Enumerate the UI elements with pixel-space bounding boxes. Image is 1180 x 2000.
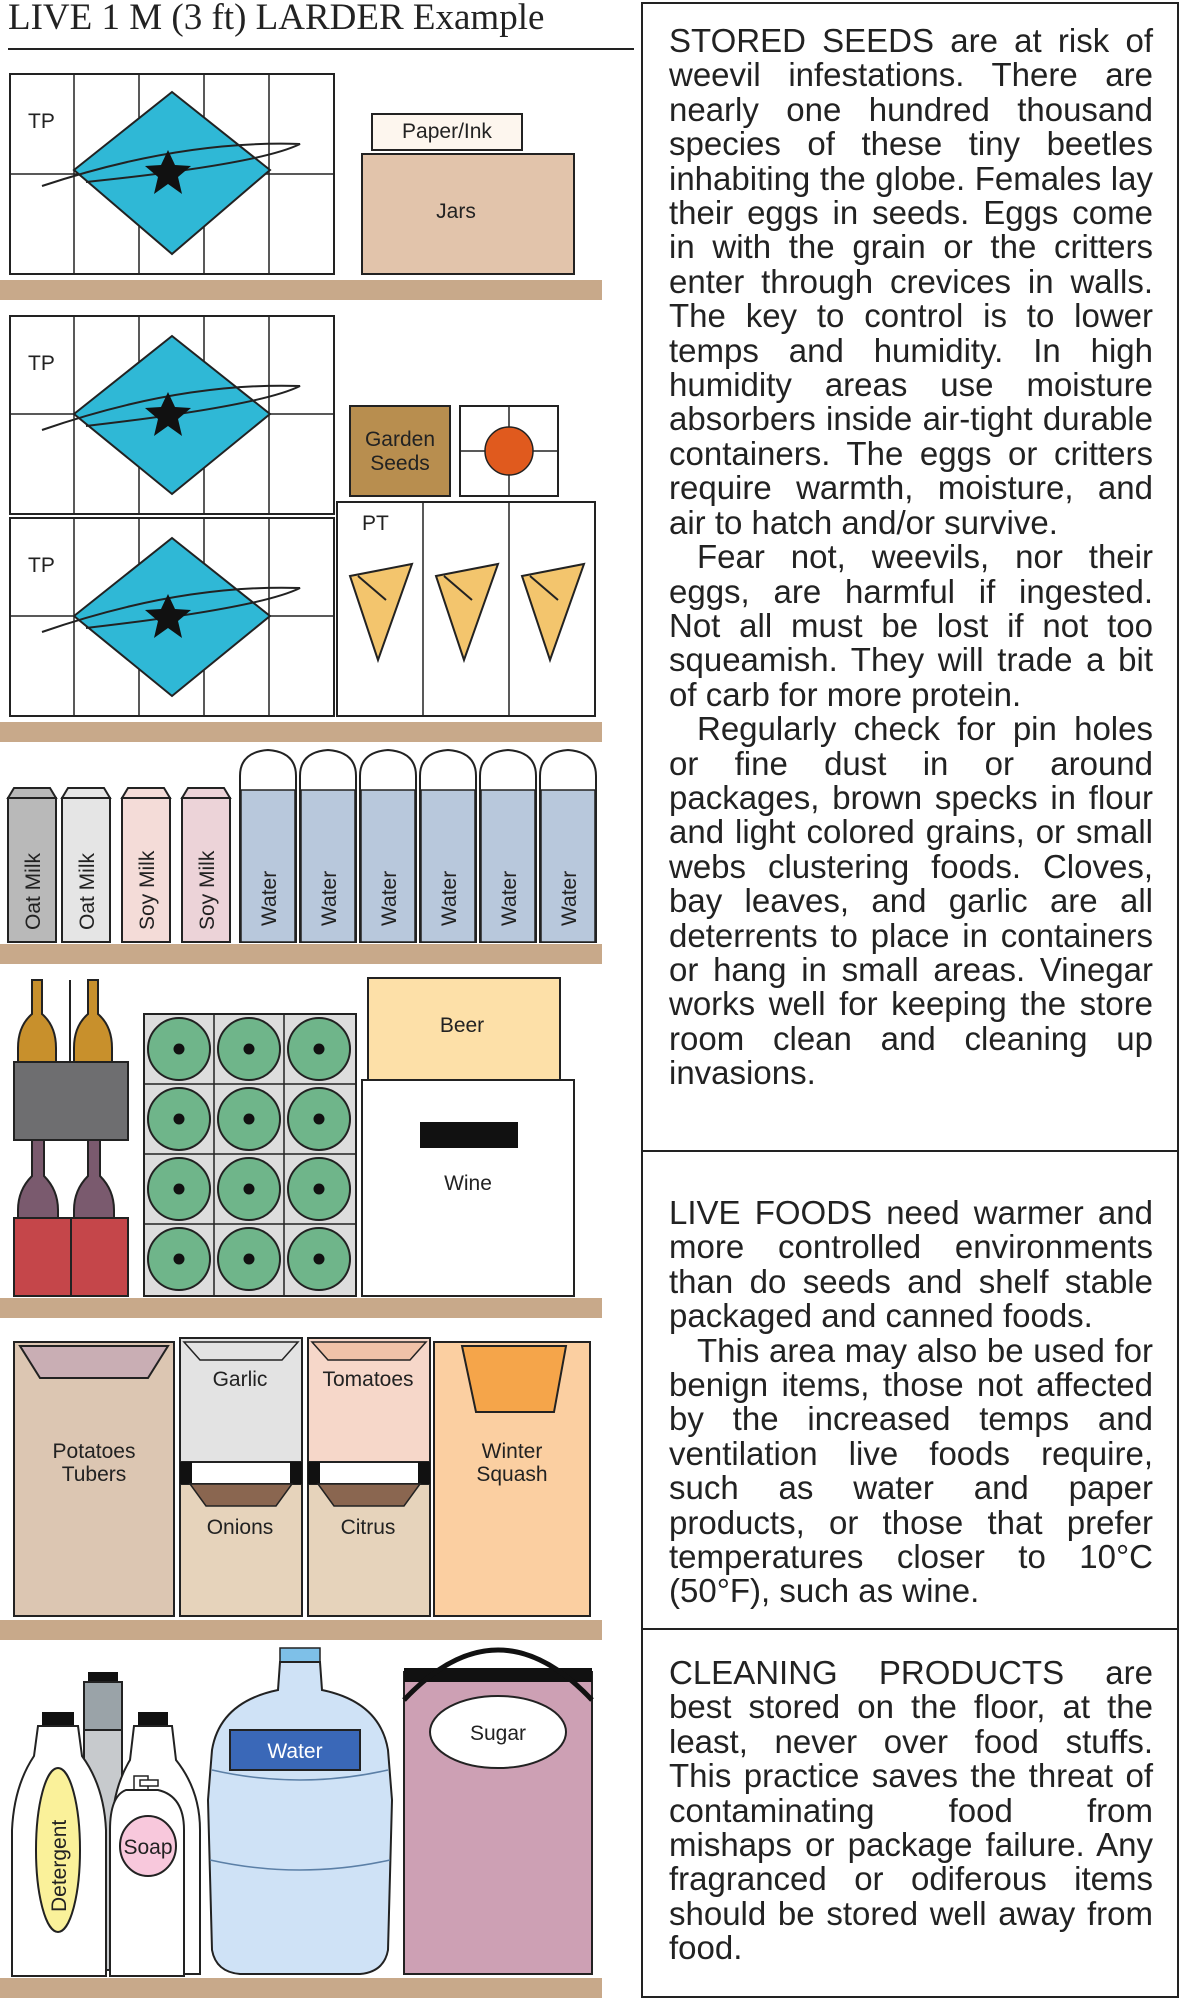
wine-label: Wine <box>444 1172 492 1195</box>
water-jug <box>300 750 356 942</box>
soap-label: Soap <box>123 1836 173 1859</box>
seed-packet-box <box>460 406 558 496</box>
beer-bottles <box>14 980 128 1140</box>
jug-label: Water <box>558 870 581 926</box>
beer-label: Beer <box>439 1014 485 1037</box>
shelf-board-3 <box>0 944 602 964</box>
tomatoes-label: Tomatoes <box>322 1368 414 1391</box>
carton-label: Oat Milk <box>22 852 45 930</box>
jug-label: Water <box>318 870 341 926</box>
tp-pack-upper <box>10 316 334 514</box>
paper-ink-box <box>372 114 522 150</box>
shelf-board-2 <box>0 722 602 742</box>
stored-seeds-panel <box>641 2 1179 1152</box>
sugar-label: Sugar <box>469 1722 527 1745</box>
shelf-board-4 <box>0 1298 602 1318</box>
beer-box <box>368 978 560 1082</box>
tp-label-upper: TP <box>28 352 55 375</box>
water-jug <box>540 750 596 942</box>
cleaning-products-text: are best stored on the floor, at the least, never over food stuffs. This practice saves the threat of contaminating food from mishaps or package failure. Any fragranced or odiferous items should be stored well away from food. <box>669 1654 1153 1967</box>
orange-dot-icon <box>485 427 533 475</box>
carton-label: Oat Milk <box>76 852 99 930</box>
carton-label: Soy Milk <box>196 850 219 930</box>
stored-seeds-text-1: are at risk of weevil infestations. There are nearly one hundred thousand species of these tiny beetles inhabiting the globe. Females lay their eggs in seeds. Eggs come in with the grain or the critters enter through crevices in walls. The key to control is to lower temps and humidity. In high humidity areas use moisture absorbers inside air-tight durable containers. The eggs or critters require warmth, moisture, and air to hatch and/or survive. <box>669 22 1153 541</box>
water-jug <box>360 750 416 942</box>
tp-label: TP <box>28 110 55 133</box>
milk-carton <box>62 788 110 942</box>
roll-rack <box>144 1014 356 1296</box>
shelf-board-1 <box>0 280 602 300</box>
paper-ink-label: Paper/Ink <box>402 120 492 143</box>
pt-pack <box>337 502 595 716</box>
cleaning-products-panel <box>641 1628 1179 1998</box>
tp-pack-top <box>10 74 334 274</box>
soap-bottle <box>110 1776 184 1976</box>
tubers-label: Tubers <box>61 1463 127 1486</box>
stored-seeds-text-2: Fear not, weevils, nor their eggs, are harmful if ingested. Not all must be lost if not too squeamish. They will trade a bit of carb for more protein. <box>669 538 1153 713</box>
garlic-onions-bin <box>180 1338 302 1616</box>
jug-label: Water <box>378 870 401 926</box>
milk-carton <box>122 788 170 942</box>
tomatoes-citrus-bin <box>308 1338 430 1616</box>
jars-label: Jars <box>436 200 476 223</box>
water-jug <box>480 750 536 942</box>
live-foods-heading: LIVE FOODS <box>669 1194 873 1231</box>
floor-board <box>0 1978 602 1998</box>
potatoes-label: Potatoes <box>52 1440 136 1463</box>
milk-carton <box>8 788 56 942</box>
live-foods-panel <box>641 1150 1179 1630</box>
water-bottle-label: Water <box>267 1740 323 1763</box>
detergent-label: Detergent <box>48 1819 71 1912</box>
cleaning-products-heading: CLEANING PRODUCTS <box>669 1654 1065 1691</box>
garlic-label: Garlic <box>212 1368 268 1391</box>
page-title: LIVE 1 M (3 ft) LARDER Example <box>8 0 545 38</box>
jug-label: Water <box>258 870 281 926</box>
wine-box-handle <box>420 1122 518 1148</box>
live-foods-text-2: This area may also be used for benign items, those not affected by the increased temps and ventilation live foods require, such as water and paper products, or those that prefer temperatures closer to 10°C (50°F), such as wine. <box>669 1331 1153 1610</box>
wine-bottles <box>14 1140 128 1296</box>
garden-seeds-line-1: Garden <box>364 428 436 451</box>
milk-carton <box>182 788 230 942</box>
shelf-board-5 <box>0 1620 602 1640</box>
potatoes-bin <box>14 1342 174 1616</box>
garden-seeds-box <box>350 406 450 496</box>
jars-box <box>362 154 574 274</box>
citrus-label: Citrus <box>340 1516 396 1539</box>
carton-label: Soy Milk <box>136 850 159 930</box>
six-pack-carrier <box>14 1062 128 1140</box>
water-jug <box>420 750 476 942</box>
wine-box <box>362 1080 574 1296</box>
sugar-bucket <box>404 1650 592 1974</box>
stored-seeds-heading: STORED SEEDS <box>669 22 935 59</box>
pt-label: PT <box>362 512 389 535</box>
jug-label: Water <box>498 870 521 926</box>
winter-label: Winter <box>481 1440 543 1463</box>
onions-label: Onions <box>206 1516 274 1539</box>
squash-label: Squash <box>476 1463 548 1486</box>
water-jug <box>240 750 296 942</box>
stored-seeds-text-3: Regularly check for pin holes or fine dust in or around packages, brown specks in flour and light colored grains, or small webs clustering foods. Cloves, bay leaves, and garlic are all deterrents to place in containers or hang in small areas. Vinegar works well for keeping the store room clean and cleaning up invasions. <box>669 710 1153 1092</box>
live-foods-text-1: need warmer and more controlled environments than do seeds and shelf stable packaged and canned foods. <box>669 1194 1153 1335</box>
water-bottle <box>208 1648 392 1974</box>
tp-label-lower: TP <box>28 554 55 577</box>
winter-squash-bin <box>434 1342 590 1616</box>
tp-pack-lower <box>10 518 334 716</box>
garden-seeds-line-2: Seeds <box>370 452 430 475</box>
jug-label: Water <box>438 870 461 926</box>
